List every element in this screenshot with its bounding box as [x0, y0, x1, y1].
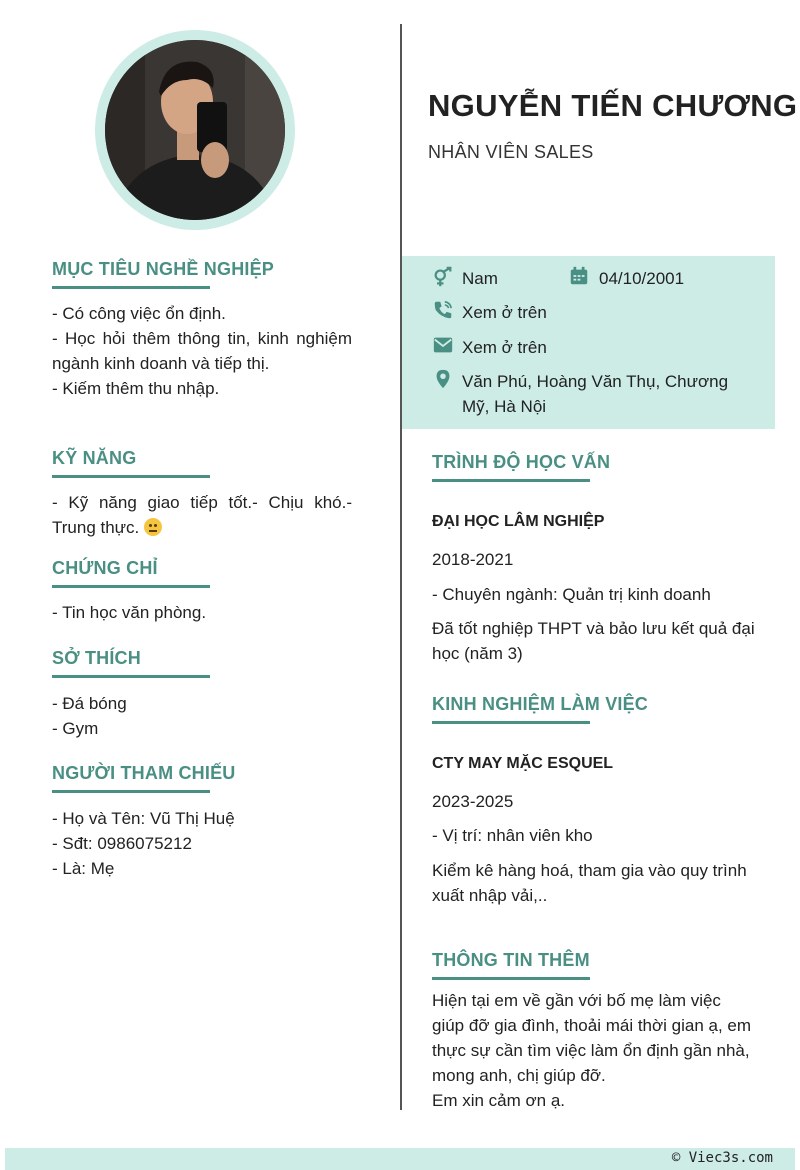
skills-heading: KỸ NĂNG — [52, 448, 210, 478]
hobby-item: - Đá bóng — [52, 694, 127, 713]
avatar — [105, 40, 285, 220]
footer-credit: © Viec3s.com — [671, 1150, 773, 1166]
additional-line: thực sự cần tìm việc làm ổn định gần nhà, — [432, 1041, 750, 1060]
smile-emoji — [144, 518, 162, 536]
experience-company: CTY MAY MẶC ESQUEL — [432, 755, 614, 772]
objective-body — [52, 301, 352, 401]
objective-heading: MỤC TIÊU NGHỀ NGHIỆP — [52, 259, 210, 289]
address-line-1: Văn Phú, Hoàng Văn Thụ, Chương — [462, 372, 729, 391]
column-divider — [400, 24, 402, 1110]
hobbies-body — [52, 691, 352, 741]
hobbies-heading: SỞ THÍCH — [52, 648, 210, 678]
additional-line: mong anh, chị giúp đỡ. — [432, 1066, 606, 1085]
references-body — [52, 806, 352, 881]
additional-line: Em xin cảm ơn ạ. — [432, 1091, 566, 1110]
education-major: - Chuyên ngành: Quản trị kinh doanh — [432, 585, 711, 604]
birthday-value: 04/10/2001 — [599, 269, 685, 288]
certificates-heading: CHỨNG CHỈ — [52, 558, 210, 588]
objective-line: - Kiếm thêm thu nhập. — [52, 379, 220, 398]
experience-period: 2023-2025 — [432, 792, 514, 811]
additional-line: giúp đỡ gia đình, thoải mái thời gian ạ, em — [432, 1016, 752, 1035]
experience-role: - Vị trí: nhân viên kho — [432, 826, 593, 845]
email-icon — [432, 334, 454, 356]
experience-description: Kiểm kê hàng hoá, tham gia vào quy trình xuất nhập vải,.. — [432, 861, 747, 905]
additional-line: Hiện tại em về gần với bố mẹ làm việc — [432, 991, 721, 1010]
hobby-item: - Gym — [52, 719, 99, 738]
reference-line: - Họ và Tên: Vũ Thị Huệ — [52, 809, 235, 828]
objective-line: - Có công việc ổn định. — [52, 304, 226, 323]
avatar-photo — [105, 40, 285, 220]
certificates-body: - Tin học văn phòng. — [52, 603, 207, 622]
education-heading: TRÌNH ĐỘ HỌC VẤN — [432, 452, 590, 482]
calendar-icon — [568, 265, 590, 287]
education-school: ĐẠI HỌC LÂM NGHIỆP — [432, 513, 605, 530]
additional-heading: THÔNG TIN THÊM — [432, 950, 590, 980]
objective-line: - Học hỏi thêm thông tin, kinh nghiệm ngành kinh doanh và tiếp thị. — [52, 329, 352, 373]
gender-icon — [432, 266, 454, 288]
phone-icon — [432, 299, 454, 321]
experience-heading: KINH NGHIỆM LÀM VIỆC — [432, 694, 590, 724]
location-icon — [432, 368, 454, 390]
reference-line: - Là: Mẹ — [52, 859, 115, 878]
references-heading: NGƯỜI THAM CHIẾU — [52, 763, 210, 793]
phone-value: Xem ở trên — [462, 303, 547, 322]
email-value: Xem ở trên — [462, 338, 547, 357]
education-period: 2018-2021 — [432, 550, 514, 569]
address-value — [462, 369, 752, 419]
skills-body — [52, 490, 352, 540]
candidate-position: NHÂN VIÊN SALES — [428, 142, 594, 162]
address-line-2: Mỹ, Hà Nội — [462, 397, 547, 416]
reference-line: - Sđt: 0986075212 — [52, 834, 192, 853]
education-note: Đã tốt nghiệp THPT và bảo lưu kết quả đại học (năm 3) — [432, 619, 755, 663]
skills-text: - Kỹ năng giao tiếp tốt.- Chịu khó.- Trung thực. — [52, 493, 352, 537]
additional-body — [432, 988, 772, 1113]
gender-value: Nam — [462, 269, 498, 288]
candidate-name: NGUYỄN TIẾN CHƯƠNG — [428, 88, 798, 123]
